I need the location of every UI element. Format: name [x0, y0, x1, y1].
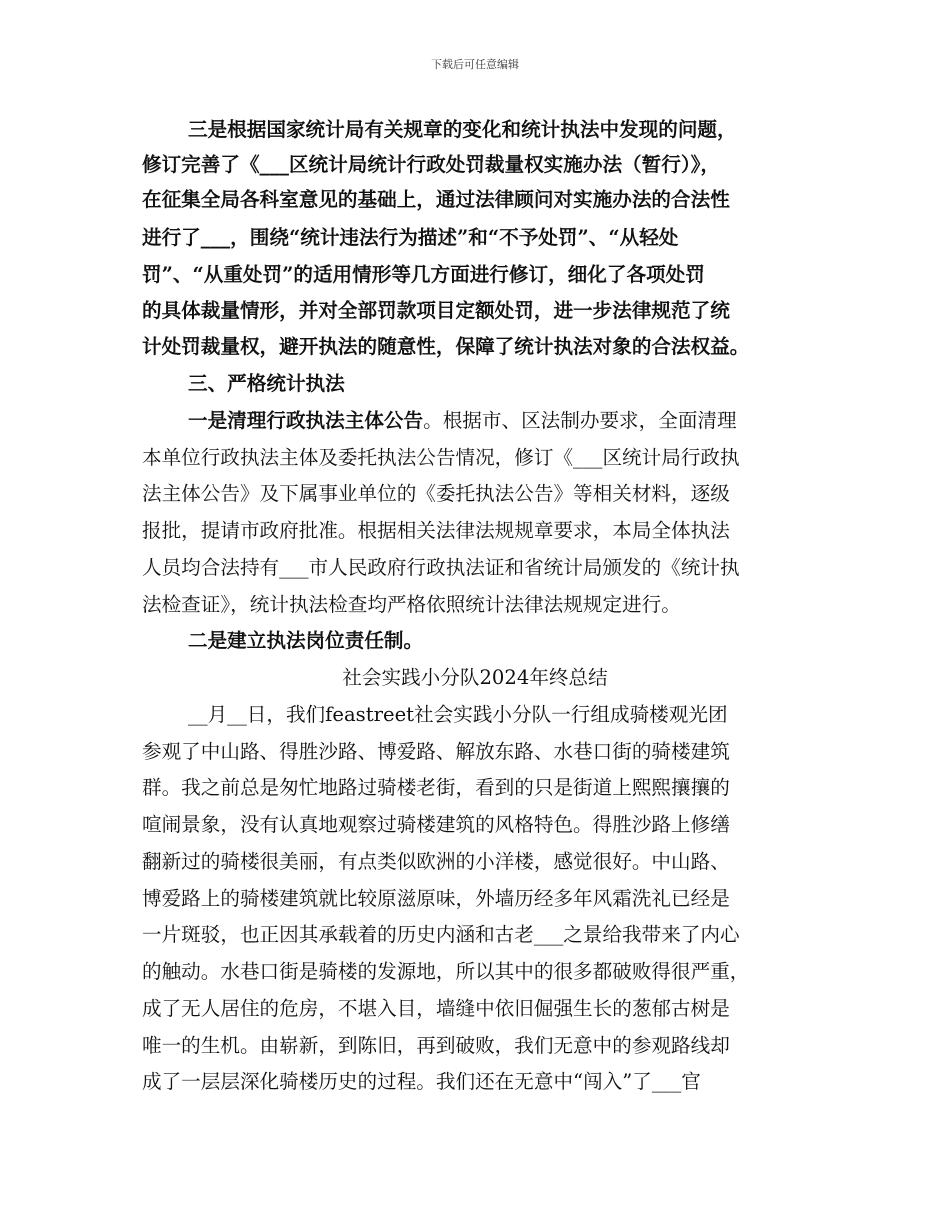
paragraph-line: 的具体裁量情形，并对全部罚款项目定额处罚，进一步法律规范了统 — [142, 299, 730, 322]
page-header: 下载后可任意编辑 — [431, 58, 519, 71]
paragraph-line: 法主体公告》及下属事业单位的《委托执法公告》等相关材料，逐级 — [142, 482, 730, 505]
paragraph-line: 计处罚裁量权，避开执法的随意性，保障了统计执法对象的合法权益。 — [142, 335, 750, 358]
paragraph-line: 法检查证》，统计执法检查均严格依照统计法律法规规定进行。 — [142, 593, 681, 616]
paragraph-line: 博爱路上的骑楼建筑就比较原滋原味，外墙历经多年风霜洗礼已经是 — [142, 887, 730, 910]
paragraph-line: 罚”、“从重处罚”的适用情形等几方面进行修订，细化了各项处罚 — [142, 263, 705, 286]
paragraph-line: 本单位行政执法主体及委托执法公告情况，修订《___区统计局行政执 — [142, 446, 740, 469]
paragraph-line: 进行了___，围绕“统计违法行为描述”和“不予处罚”、“从轻处 — [142, 226, 679, 249]
paragraph-line — [188, 411, 737, 431]
paragraph-line: 喧闹景象，没有认真地观察过骑楼建筑的风格特色。得胜沙路上修缮 — [142, 813, 730, 836]
paragraph-line: 二是建立执法岗位责任制。 — [188, 629, 424, 652]
paragraph-line: 群。我之前总是匆忙地路过骑楼老街，看到的只是街道上熙熙攘攘的 — [142, 776, 730, 799]
paragraph-line: 三是根据国家统计局有关规章的变化和统计执法中发现的问题， — [188, 118, 737, 141]
paragraph-line: 报批，提请市政府批准。根据相关法律法规规章要求，本局全体执法 — [142, 519, 730, 542]
paragraph-line: 成了一层层深化骑楼历史的过程。我们还在无意中“闯入”了___官 — [142, 1070, 701, 1093]
paragraph-line: 唯一的生机。由崭新，到陈旧，再到破败，我们无意中的参观路线却 — [142, 1034, 730, 1057]
paragraph-tail: 。根据市、区法制办要求，全面清理 — [423, 409, 737, 432]
paragraph-line: 一片斑驳，也正因其承载着的历史内涵和古老___之景给我带来了内心 — [142, 923, 740, 946]
paragraph-line: 在征集全局各科室意见的基础上，通过法律顾问对实施办法的合法性 — [142, 188, 730, 211]
paragraph-line: 参观了中山路、得胜沙路、博爱路、解放东路、水巷口街的骑楼建筑 — [142, 740, 730, 763]
document-title: 社会实践小分队2024年终总结 — [342, 666, 608, 689]
paragraph-line: 修订完善了《___区统计局统计行政处罚裁量权实施办法（暂行）》， — [142, 153, 721, 176]
paragraph-line: 翻新过的骑楼很美丽，有点类似欧洲的小洋楼，感觉很好。中山路、 — [142, 850, 730, 873]
section-heading: 三、严格统计执法 — [188, 372, 345, 395]
paragraph-line: 的触动。水巷口街是骑楼的发源地，所以其中的很多都破败得很严重， — [142, 960, 750, 983]
paragraph-lead: 一是清理行政执法主体公告 — [188, 409, 424, 432]
paragraph-line: 成了无人居住的危房，不堪入目，墙缝中依旧倔强生长的葱郁古树是 — [142, 997, 730, 1020]
paragraph-line: 人员均合法持有___市人民政府行政执法证和省统计局颁发的《统计执 — [142, 556, 740, 579]
paragraph-line: __月__日，我们feastreet社会实践小分队一行组成骑楼观光团 — [188, 703, 728, 726]
